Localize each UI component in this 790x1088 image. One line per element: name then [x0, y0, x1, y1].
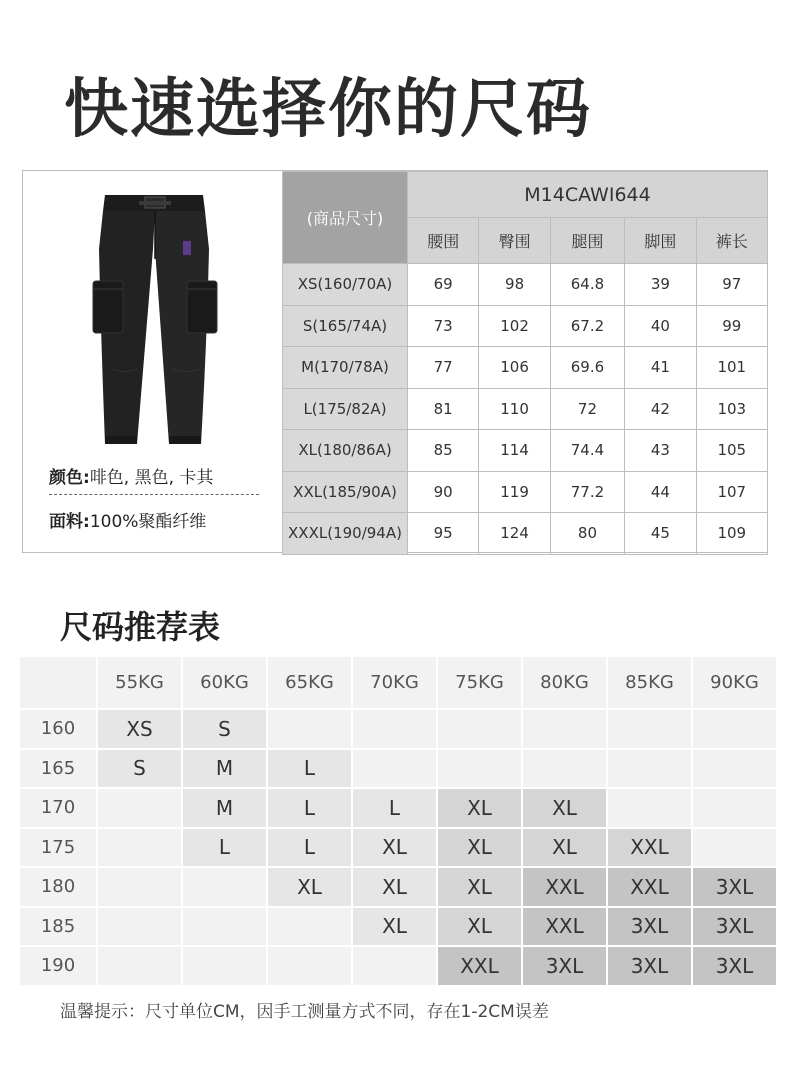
size-value: 124 [479, 513, 550, 555]
recommend-cell [693, 750, 776, 788]
size-value: 77 [408, 347, 479, 389]
size-value: 103 [696, 388, 767, 430]
recommend-cell [98, 947, 181, 985]
weight-header: 75KG [438, 657, 521, 708]
size-value: 90 [408, 471, 479, 513]
fabric-value: 100%聚酯纤维 [89, 512, 207, 532]
recommend-cell [353, 710, 436, 748]
size-value: 101 [696, 347, 767, 389]
recommend-cell [268, 710, 351, 748]
size-value: 39 [625, 264, 696, 306]
size-row [283, 305, 768, 347]
size-value: 67.2 [550, 305, 624, 347]
height-label: 160 [20, 710, 96, 748]
recommend-cell: XXL [608, 868, 691, 906]
recommend-cell [608, 750, 691, 788]
weight-header: 70KG [353, 657, 436, 708]
size-value: 81 [408, 388, 479, 430]
size-label: L(175/82A) [283, 388, 408, 430]
recommend-cell: XS [98, 710, 181, 748]
recommend-cell [353, 750, 436, 788]
size-value: 80 [550, 513, 624, 555]
divider [49, 494, 259, 495]
size-row [283, 264, 768, 306]
recommend-cell: XXL [523, 908, 606, 946]
recommend-cell: M [183, 789, 266, 827]
size-value: 74.4 [550, 430, 624, 472]
recommend-title: 尺码推荐表 [60, 608, 221, 646]
recommend-cell [98, 829, 181, 867]
recommend-cell: XL [523, 829, 606, 867]
recommend-cell [523, 750, 606, 788]
recommend-cell [693, 829, 776, 867]
model-number: M14CAWI644 [408, 172, 768, 218]
page-title: 快速选择你的尺码 [64, 73, 592, 147]
measure-header: 脚围 [625, 218, 696, 264]
recommend-cell: XXL [438, 947, 521, 985]
size-row [283, 388, 768, 430]
recommend-cell [693, 789, 776, 827]
size-value: 73 [408, 305, 479, 347]
size-chart-panel [22, 170, 768, 553]
recommend-cell: L [268, 829, 351, 867]
recommend-cell: XL [438, 868, 521, 906]
recommend-cell: S [98, 750, 181, 788]
weight-header: 80KG [523, 657, 606, 708]
recommend-cell: 3XL [693, 947, 776, 985]
weight-header: 85KG [608, 657, 691, 708]
size-header: (商品尺寸) [283, 172, 408, 264]
fabric-info [49, 507, 206, 532]
recommend-cell: 3XL [693, 868, 776, 906]
recommend-cell [268, 908, 351, 946]
product-panel [23, 171, 283, 552]
recommend-cell [353, 947, 436, 985]
size-value: 69.6 [550, 347, 624, 389]
recommend-cell: XXL [523, 868, 606, 906]
size-value: 41 [625, 347, 696, 389]
height-label: 190 [20, 947, 96, 985]
size-value: 106 [479, 347, 550, 389]
size-value: 45 [625, 513, 696, 555]
recommend-cell: XL [268, 868, 351, 906]
recommend-cell [98, 789, 181, 827]
recommend-cell [438, 710, 521, 748]
weight-header: 65KG [268, 657, 351, 708]
recommend-cell: M [183, 750, 266, 788]
recommend-cell [98, 908, 181, 946]
size-value: 105 [696, 430, 767, 472]
fabric-label: 面料: [49, 512, 90, 532]
size-value: 77.2 [550, 471, 624, 513]
measure-header: 腰围 [408, 218, 479, 264]
color-value: 啡色, 黑色, 卡其 [89, 468, 214, 488]
size-label: S(165/74A) [283, 305, 408, 347]
recommend-cell: XL [353, 868, 436, 906]
height-label: 185 [20, 908, 96, 946]
recommend-grid [20, 657, 770, 985]
corner-cell [20, 657, 96, 708]
size-row [283, 513, 768, 555]
recommend-cell: XL [438, 908, 521, 946]
size-value: 119 [479, 471, 550, 513]
size-value: 44 [625, 471, 696, 513]
size-label: M(170/78A) [283, 347, 408, 389]
recommend-cell: S [183, 710, 266, 748]
size-value: 114 [479, 430, 550, 472]
size-value: 107 [696, 471, 767, 513]
size-value: 99 [696, 305, 767, 347]
measure-header: 臀围 [479, 218, 550, 264]
recommend-cell: XL [353, 908, 436, 946]
recommend-cell: XL [523, 789, 606, 827]
recommend-cell: XXL [608, 829, 691, 867]
recommend-cell [523, 710, 606, 748]
weight-header: 55KG [98, 657, 181, 708]
size-label: XXL(185/90A) [283, 471, 408, 513]
recommend-cell [608, 789, 691, 827]
color-info [49, 463, 213, 488]
size-label: XS(160/70A) [283, 264, 408, 306]
color-label: 颜色: [49, 468, 90, 488]
size-value: 40 [625, 305, 696, 347]
size-value: 98 [479, 264, 550, 306]
size-table [282, 171, 768, 555]
size-label: XXXL(190/94A) [283, 513, 408, 555]
height-label: 175 [20, 829, 96, 867]
size-value: 95 [408, 513, 479, 555]
recommend-cell: XL [353, 829, 436, 867]
size-value: 102 [479, 305, 550, 347]
size-value: 43 [625, 430, 696, 472]
size-value: 42 [625, 388, 696, 430]
measure-header: 裤长 [696, 218, 767, 264]
size-value: 97 [696, 264, 767, 306]
size-value: 69 [408, 264, 479, 306]
size-value: 110 [479, 388, 550, 430]
recommend-cell [608, 710, 691, 748]
pants-image [75, 189, 235, 451]
weight-header: 60KG [183, 657, 266, 708]
size-row [283, 471, 768, 513]
size-value: 109 [696, 513, 767, 555]
size-value: 85 [408, 430, 479, 472]
recommend-cell [183, 908, 266, 946]
recommend-cell [183, 947, 266, 985]
recommend-cell: 3XL [693, 908, 776, 946]
height-label: 180 [20, 868, 96, 906]
footer-note: 温馨提示：尺寸单位CM，因手工测量方式不同，存在1-2CM误差 [60, 1002, 549, 1022]
recommend-cell [183, 868, 266, 906]
recommend-cell [268, 947, 351, 985]
height-label: 165 [20, 750, 96, 788]
recommend-cell [693, 710, 776, 748]
recommend-cell: L [268, 789, 351, 827]
recommend-cell [438, 750, 521, 788]
recommend-cell: 3XL [608, 908, 691, 946]
recommend-cell: L [183, 829, 266, 867]
recommend-cell: L [353, 789, 436, 827]
height-label: 170 [20, 789, 96, 827]
size-value: 72 [550, 388, 624, 430]
weight-header: 90KG [693, 657, 776, 708]
size-value: 64.8 [550, 264, 624, 306]
size-label: XL(180/86A) [283, 430, 408, 472]
size-row [283, 430, 768, 472]
recommend-cell: L [268, 750, 351, 788]
recommend-cell: 3XL [523, 947, 606, 985]
measure-header: 腿围 [550, 218, 624, 264]
recommend-cell: XL [438, 789, 521, 827]
size-row [283, 347, 768, 389]
recommend-cell: XL [438, 829, 521, 867]
recommend-cell: 3XL [608, 947, 691, 985]
recommend-cell [98, 868, 181, 906]
